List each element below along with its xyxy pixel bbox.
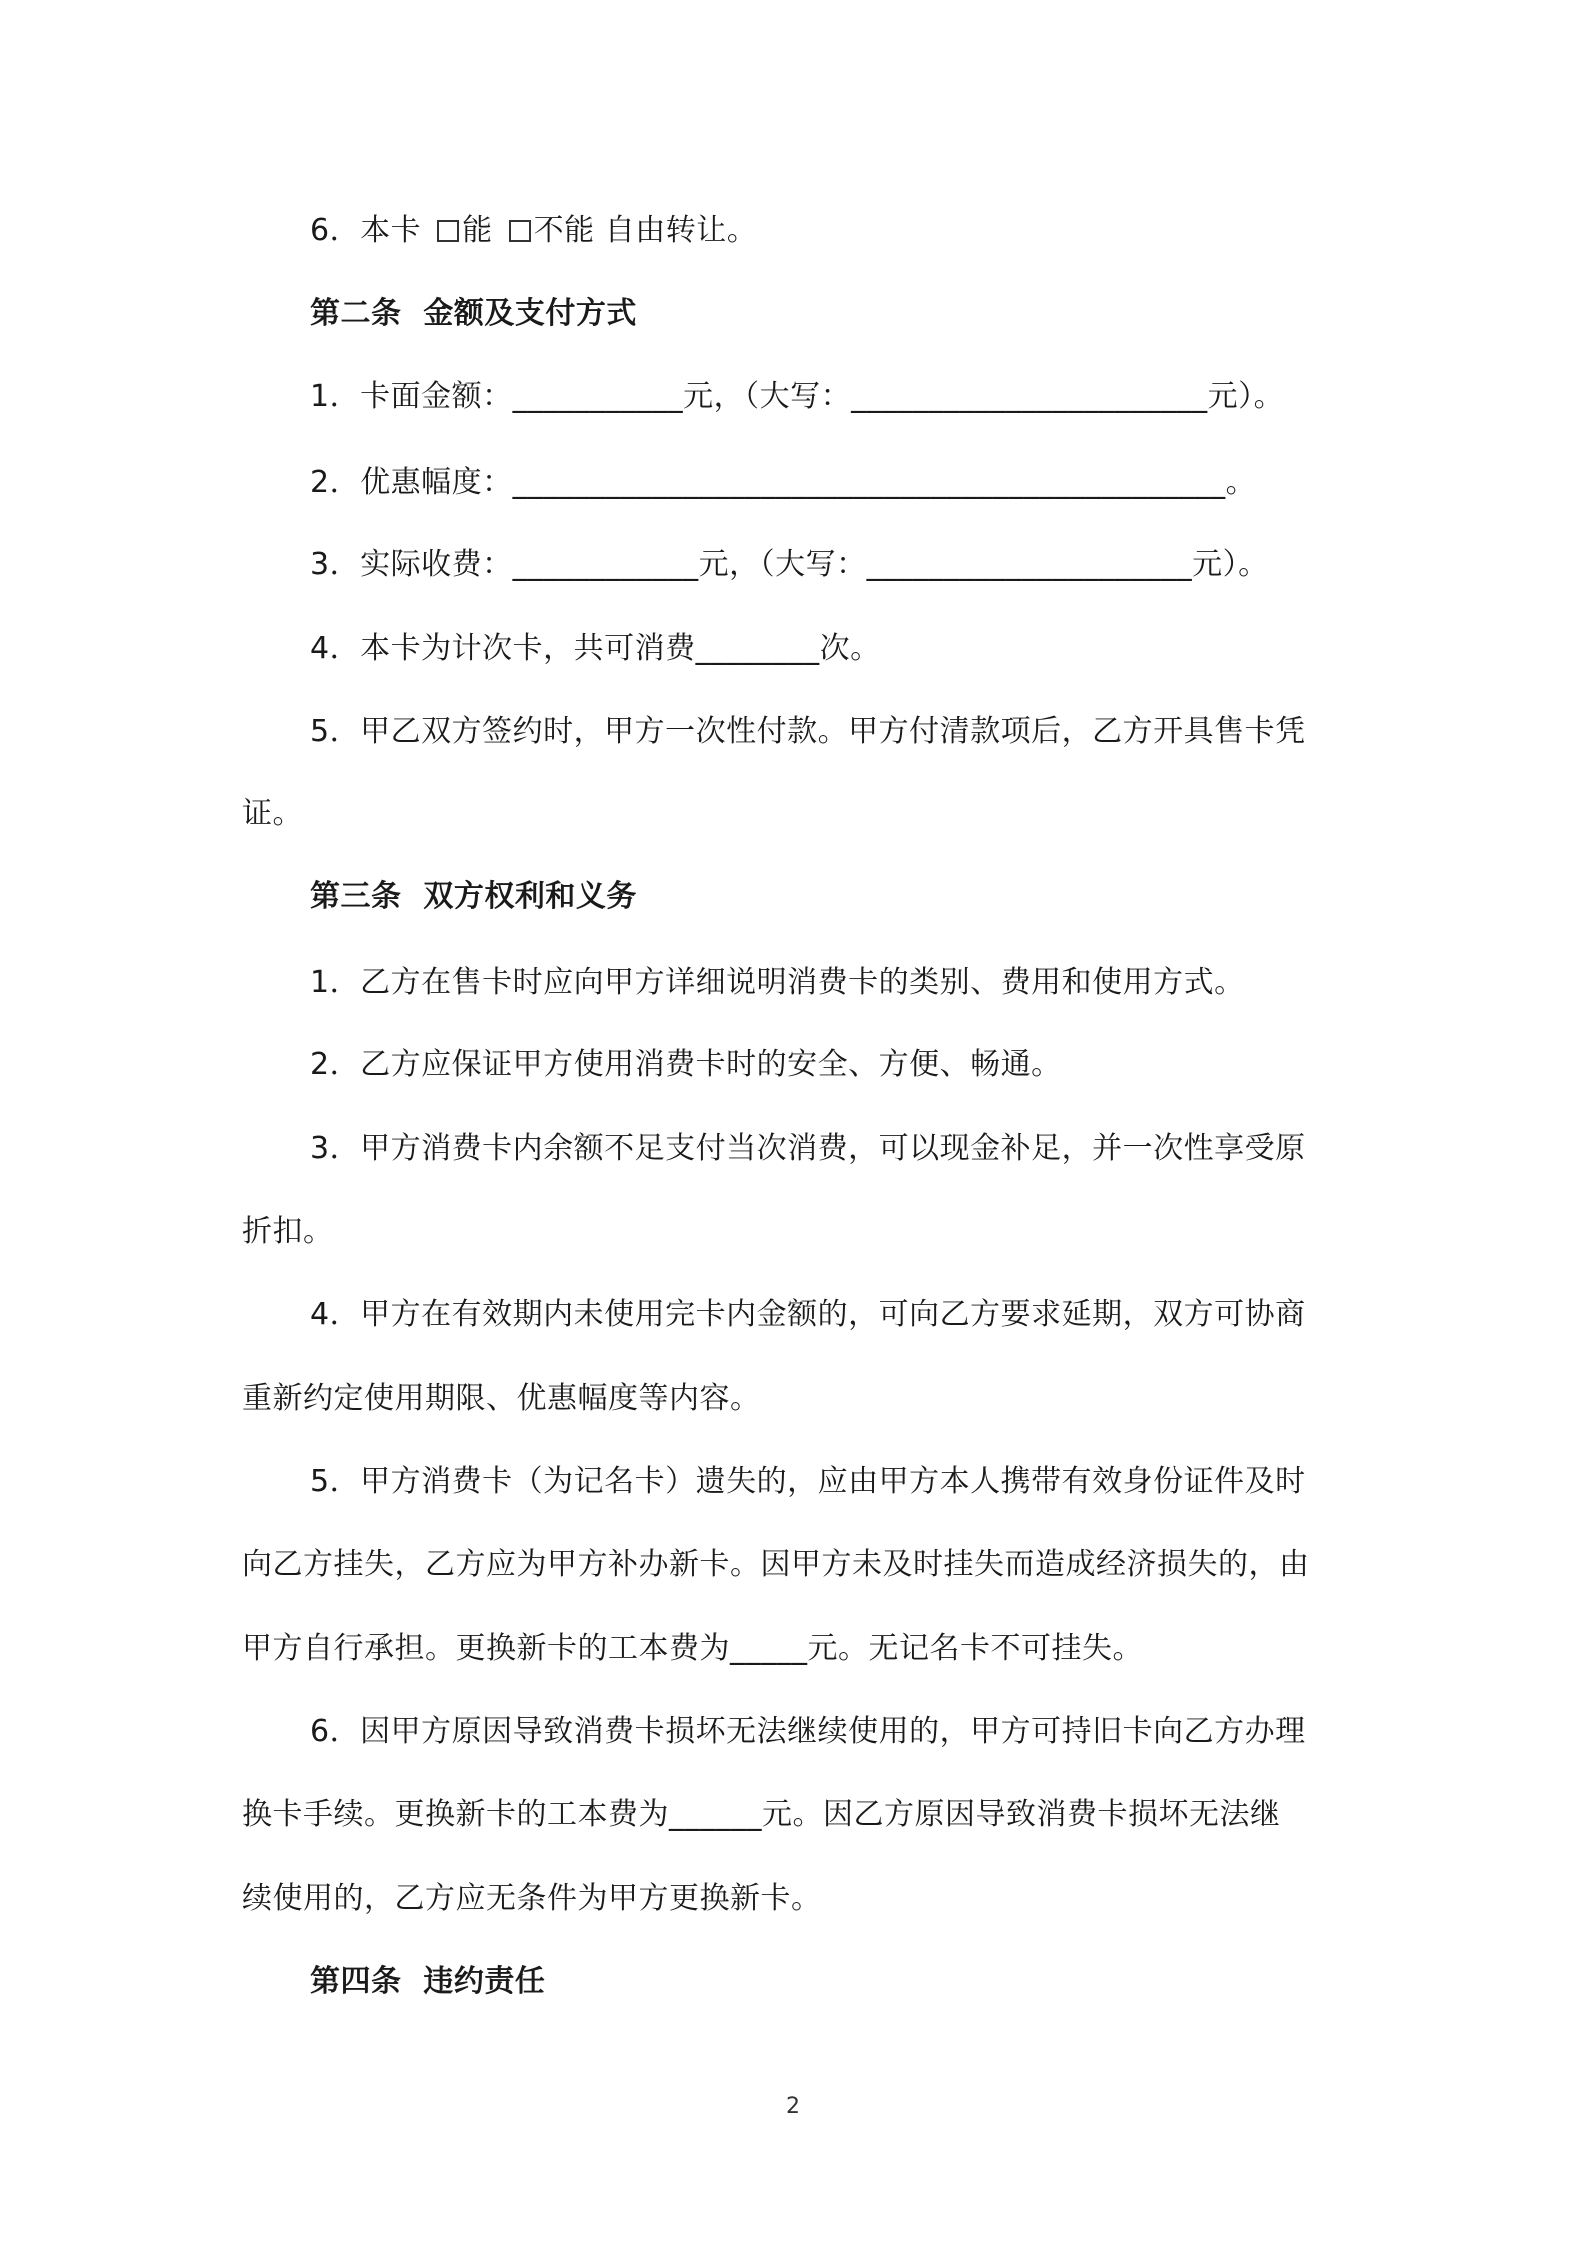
clause-3-5-line1: 5．甲方消费卡（为记名卡）遗失的，应由甲方本人携带有效身份证件及时 <box>310 1464 1306 1499</box>
clause-1-6-prefix: 6．本卡 <box>310 213 432 248</box>
option-can-label: 能 <box>462 213 503 248</box>
checkbox-cannot[interactable] <box>509 220 531 242</box>
clause-2-2: 2．优惠幅度：______________________________________________。 <box>310 465 1257 500</box>
clause-3-4-line1: 4．甲方在有效期内未使用完卡内金额的，可向乙方要求延期，双方可协商 <box>310 1297 1306 1332</box>
page-number: 2 <box>786 2094 800 2119</box>
clause-2-3: 3．实际收费：____________元，（大写：_____________________元）。 <box>310 547 1269 582</box>
clause-3-6-line1: 6．因甲方原因导致消费卡损坏无法继续使用的，甲方可持旧卡向乙方办理 <box>310 1714 1306 1749</box>
clause-3-5-line2: 向乙方挂失，乙方应为甲方补办新卡。因甲方未及时挂失而造成经济损失的，由 <box>242 1547 1310 1582</box>
clause-3-5-line3: 甲方自行承担。更换新卡的工本费为_____元。无记名卡不可挂失。 <box>242 1631 1143 1666</box>
clause-1-6 <box>310 210 757 252</box>
article-2-heading: 第二条 金额及支付方式 <box>310 296 637 331</box>
clause-3-3-line1: 3．甲方消费卡内余额不足支付当次消费，可以现金补足，并一次性享受原 <box>310 1131 1306 1166</box>
clause-3-6-line2: 换卡手续。更换新卡的工本费为______元。因乙方原因导致消费卡损坏无法继 <box>242 1797 1281 1832</box>
article-3-heading: 第三条 双方权利和义务 <box>310 879 637 914</box>
option-cannot-label: 不能 自由转让。 <box>533 213 758 248</box>
clause-2-1: 1．卡面金额：___________元，（大写：_______________________元）。 <box>310 379 1285 414</box>
clause-2-5-line1: 5．甲乙双方签约时，甲方一次性付款。甲方付清款项后，乙方开具售卡凭 <box>310 714 1306 749</box>
clause-3-4-line2: 重新约定使用期限、优惠幅度等内容。 <box>242 1381 761 1416</box>
clause-3-1: 1．乙方在售卡时应向甲方详细说明消费卡的类别、费用和使用方式。 <box>310 965 1245 1000</box>
clause-3-2: 2．乙方应保证甲方使用消费卡时的安全、方便、畅通。 <box>310 1047 1062 1082</box>
clause-2-5-line2: 证。 <box>242 796 303 831</box>
checkbox-can[interactable] <box>437 220 459 242</box>
article-4-heading: 第四条 违约责任 <box>310 1964 546 1999</box>
clause-3-3-line2: 折扣。 <box>242 1214 334 1249</box>
clause-2-4: 4．本卡为计次卡，共可消费________次。 <box>310 631 881 666</box>
clause-3-6-line3: 续使用的，乙方应无条件为甲方更换新卡。 <box>242 1881 822 1916</box>
